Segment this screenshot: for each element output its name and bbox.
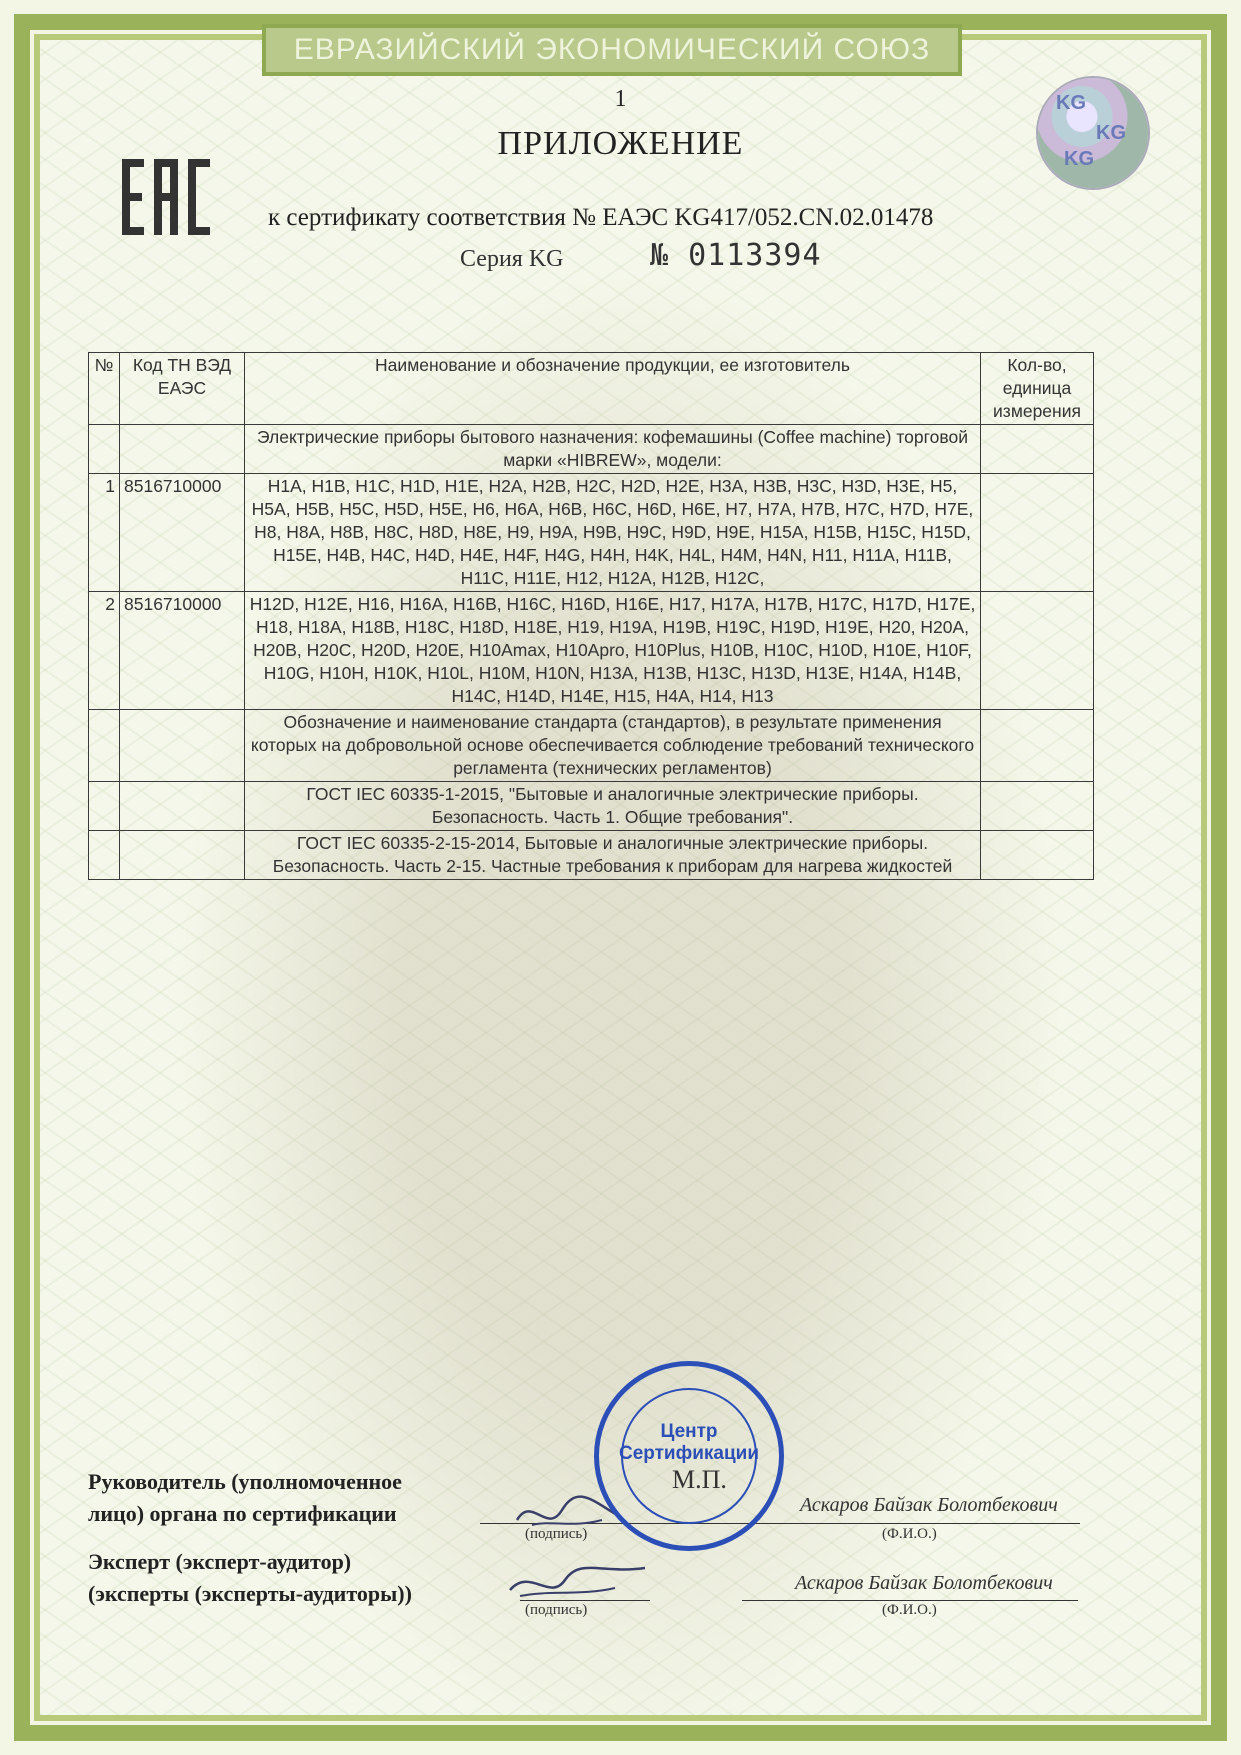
table-row: [89, 592, 1094, 710]
series-label: Серия KG: [460, 246, 564, 272]
expert-label-line2: (эксперты (эксперты-аудиторы)): [88, 1581, 412, 1606]
standards-heading: Обозначение и наименование стандарта (стандартов), в результате применения которых на добровольной основе обеспечивается соблюдение требований технического регламента (технических регламентов): [245, 710, 981, 782]
row-models: H12D, H12E, H16, H16A, H16B, H16C, H16D, H16E, H17, H17A, H17B, H17C, H17D, H17E, H18, H18A, H18B, H18C, H18D, H18E, H19, H19A, H19B, H19C, H19D, H19E, H20, H20A, H20B, H20C, H20D, H20E, H10Amax, H10Apro, H10Plus, H10B, H10C, H10D, H10E, H10F, H10G, H10H, H10K, H10L, H10M, H10N, H13A, H13B, H13C, H13D, H13E, H14A, H14B, H14C, H14D, H14E, H15, H4A, H14, H13: [245, 592, 981, 710]
product-intro: Электрические приборы бытового назначения: кофемашины (Coffee machine) торговой марки «HIBREW», модели:: [245, 425, 981, 474]
expert-signature-icon: [505, 1562, 655, 1606]
union-banner: [262, 24, 962, 76]
official-stamp-icon: [594, 1361, 784, 1551]
row-code: 8516710000: [120, 592, 245, 710]
header-num: №: [89, 353, 120, 425]
expert-signature-caption: (подпись): [525, 1602, 588, 1618]
hologram-text: KG: [1064, 148, 1094, 170]
row-num: 1: [89, 474, 120, 592]
table-row: [89, 782, 1094, 831]
hologram-text: KG: [1096, 122, 1126, 144]
page-title: ПРИЛОЖЕНИЕ: [497, 125, 744, 162]
products-table: [88, 352, 1094, 880]
certificate-reference: к сертификату соответствия № ЕАЭС KG417/052.CN.02.01478: [268, 204, 934, 231]
banner-text: ЕВРАЗИЙСКИЙ ЭКОНОМИЧЕСКИЙ СОЮЗ: [293, 33, 931, 66]
row-models: H1A, H1B, H1C, H1D, H1E, H2A, H2B, H2C, H2D, H2E, H3A, H3B, H3C, H3D, H3E, H5, H5A, H5B, H5C, H5D, H5E, H6, H6A, H6B, H6C, H6D, H6E, H7, H7A, H7B, H7C, H7D, H7E, H8, H8A, H8B, H8C, H8D, H8E, H9, H9A, H9B, H9C, H9D, H9E, H15A, H15B, H15C, H15D, H15E, H4B, H4C, H4D, H4E, H4F, H4G, H4H, H4K, H4L, H4M, H4N, H11, H11A, H11B, H11C, H11E, H12, H12A, H12B, H12C,: [245, 474, 981, 592]
head-fio-caption: (Ф.И.О.): [882, 1526, 937, 1542]
header-code: Код ТН ВЭД ЕАЭС: [120, 353, 245, 425]
stamp-center-text: Центр Сертификации: [618, 1421, 760, 1464]
header-name: Наименование и обозначение продукции, ее изготовитель: [245, 353, 981, 425]
expert-name: Аскаров Байзак Болотбекович: [795, 1572, 1053, 1594]
table-header-row: [89, 353, 1094, 425]
expert-label-line1: Эксперт (эксперт-аудитор): [88, 1549, 352, 1574]
expert-fio-line: [742, 1600, 1078, 1601]
head-label-line1: Руководитель (уполномоченное: [88, 1469, 402, 1494]
head-label-line2: лицо) органа по сертификации: [88, 1501, 397, 1526]
table-row: [89, 831, 1094, 880]
standard-item: ГОСТ IEC 60335-2-15-2014, Бытовые и аналогичные электрические приборы. Безопасность. Часть 2-15. Частные требования к приборам для нагрева жидкостей: [245, 831, 981, 880]
eac-logo-icon: [120, 155, 214, 239]
head-label: [88, 1466, 402, 1530]
table-row: [89, 425, 1094, 474]
hologram-text: KG: [1056, 92, 1086, 114]
standard-item: ГОСТ IEC 60335-1-2015, "Бытовые и аналогичные электрические приборы. Безопасность. Часть 1. Общие требования".: [245, 782, 981, 831]
head-signature-caption: (подпись): [525, 1526, 588, 1542]
serial-number: № 0113394: [650, 238, 822, 273]
head-name: Аскаров Байзак Болотбекович: [800, 1494, 1058, 1516]
header-qty: Кол-во, единица измерения: [981, 353, 1094, 425]
expert-label: [88, 1546, 412, 1610]
expert-fio-caption: (Ф.И.О.): [882, 1602, 937, 1618]
row-num: 2: [89, 592, 120, 710]
table-row: [89, 474, 1094, 592]
row-code: 8516710000: [120, 474, 245, 592]
stamp-mark: М.П.: [672, 1465, 727, 1494]
table-row: [89, 710, 1094, 782]
page-number: 1: [614, 86, 627, 112]
